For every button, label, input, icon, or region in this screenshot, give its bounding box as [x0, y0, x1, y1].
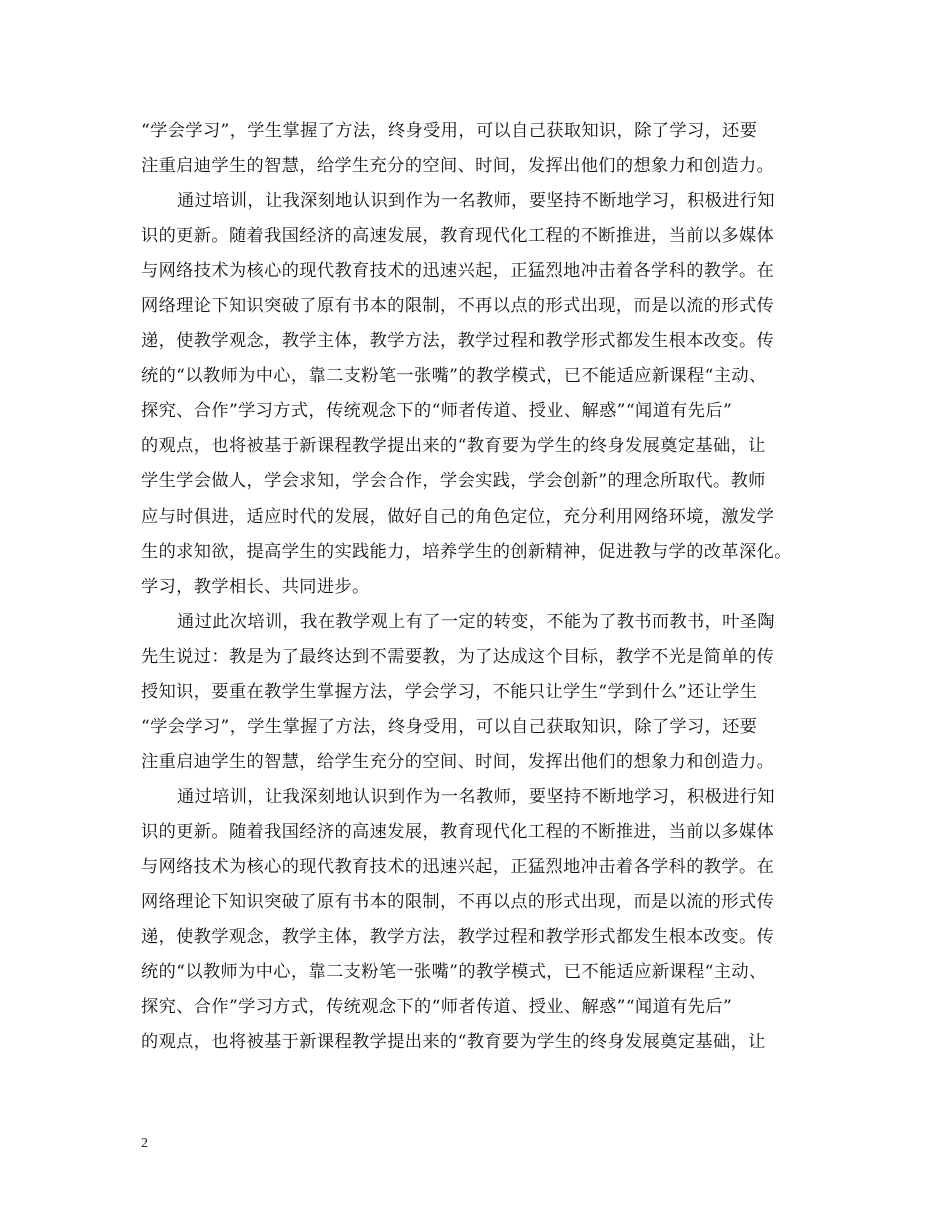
text-line: 授知识，要重在教学生掌握方法，学会学习，不能只让学生“学到什么”还让学生	[141, 681, 758, 702]
page-number: 2	[141, 1136, 148, 1151]
document-body	[141, 114, 821, 1060]
text-line: 的观点，也将被基于新课程教学提出来的“教育要为学生的终身发展奠定基础，让	[141, 436, 766, 457]
text-line: 先生说过：教是为了最终达到不需要教，为了达成这个目标，教学不光是简单的传	[141, 646, 775, 667]
text-line: 与网络技术为核心的现代教育技术的迅速兴起，正猛烈地冲击着各学科的教学。在	[141, 856, 775, 877]
text-line: 生的求知欲，提高学生的实践能力，培养学生的创新精神，促进教与学的改革深化。	[141, 541, 792, 562]
text-line: 递，使教学观念，教学主体，教学方法，教学过程和教学形式都发生根本改变。传	[141, 927, 775, 948]
text-line: 递，使教学观念，教学主体，教学方法，教学过程和教学形式都发生根本改变。传	[141, 331, 775, 352]
text-line: 与网络技术为核心的现代教育技术的迅速兴起，正猛烈地冲击着各学科的教学。在	[141, 261, 775, 282]
text-line: 学习，教学相长、共同进步。	[141, 576, 370, 597]
text-line: 的观点，也将被基于新课程教学提出来的“教育要为学生的终身发展奠定基础，让	[141, 1032, 766, 1053]
text-line: 注重启迪学生的智慧，给学生充分的空间、时间，发挥出他们的想象力和创造力。	[141, 751, 775, 772]
text-line: 统的“以教师为中心，靠二支粉笔一张嘴”的教学模式，已不能适应新课程“主动、	[141, 366, 767, 387]
text-line: 学生学会做人，学会求知，学会合作，学会实践，学会创新”的理念所取代。教师	[141, 471, 766, 492]
text-line: 探究、合作”学习方式，传统观念下的“师者传道、授业、解惑”“闻道有先后”	[141, 997, 733, 1018]
text-line: 注重启迪学生的智慧，给学生充分的空间、时间，发挥出他们的想象力和创造力。	[141, 156, 775, 177]
text-line: 网络理论下知识突破了原有书本的限制，不再以点的形式出现，而是以流的形式传	[141, 892, 775, 913]
text-line: 识的更新。随着我国经济的高速发展，教育现代化工程的不断推进，当前以多媒体	[141, 821, 775, 842]
text-line: 统的“以教师为中心，靠二支粉笔一张嘴”的教学模式，已不能适应新课程“主动、	[141, 962, 767, 983]
text-line: 应与时俱进，适应时代的发展，做好自己的角色定位，充分利用网络环境，激发学	[141, 506, 775, 527]
text-line: 探究、合作”学习方式，传统观念下的“师者传道、授业、解惑”“闻道有先后”	[141, 401, 733, 422]
text-line: 通过培训，让我深刻地认识到作为一名教师，要坚持不断地学习，积极进行知	[177, 786, 775, 807]
text-line: 通过培训，让我深刻地认识到作为一名教师，要坚持不断地学习，积极进行知	[177, 191, 775, 212]
text-line: 网络理论下知识突破了原有书本的限制，不再以点的形式出现，而是以流的形式传	[141, 296, 775, 317]
text-line: 识的更新。随着我国经济的高速发展，教育现代化工程的不断推进，当前以多媒体	[141, 226, 775, 247]
text-line: “学会学习”，学生掌握了方法，终身受用，可以自己获取知识，除了学习，还要	[141, 121, 758, 141]
text-line: 通过此次培训，我在教学观上有了一定的转变，不能为了教书而教书，叶圣陶	[177, 611, 775, 632]
text-line: “学会学习”，学生掌握了方法，终身受用，可以自己获取知识，除了学习，还要	[141, 716, 758, 737]
